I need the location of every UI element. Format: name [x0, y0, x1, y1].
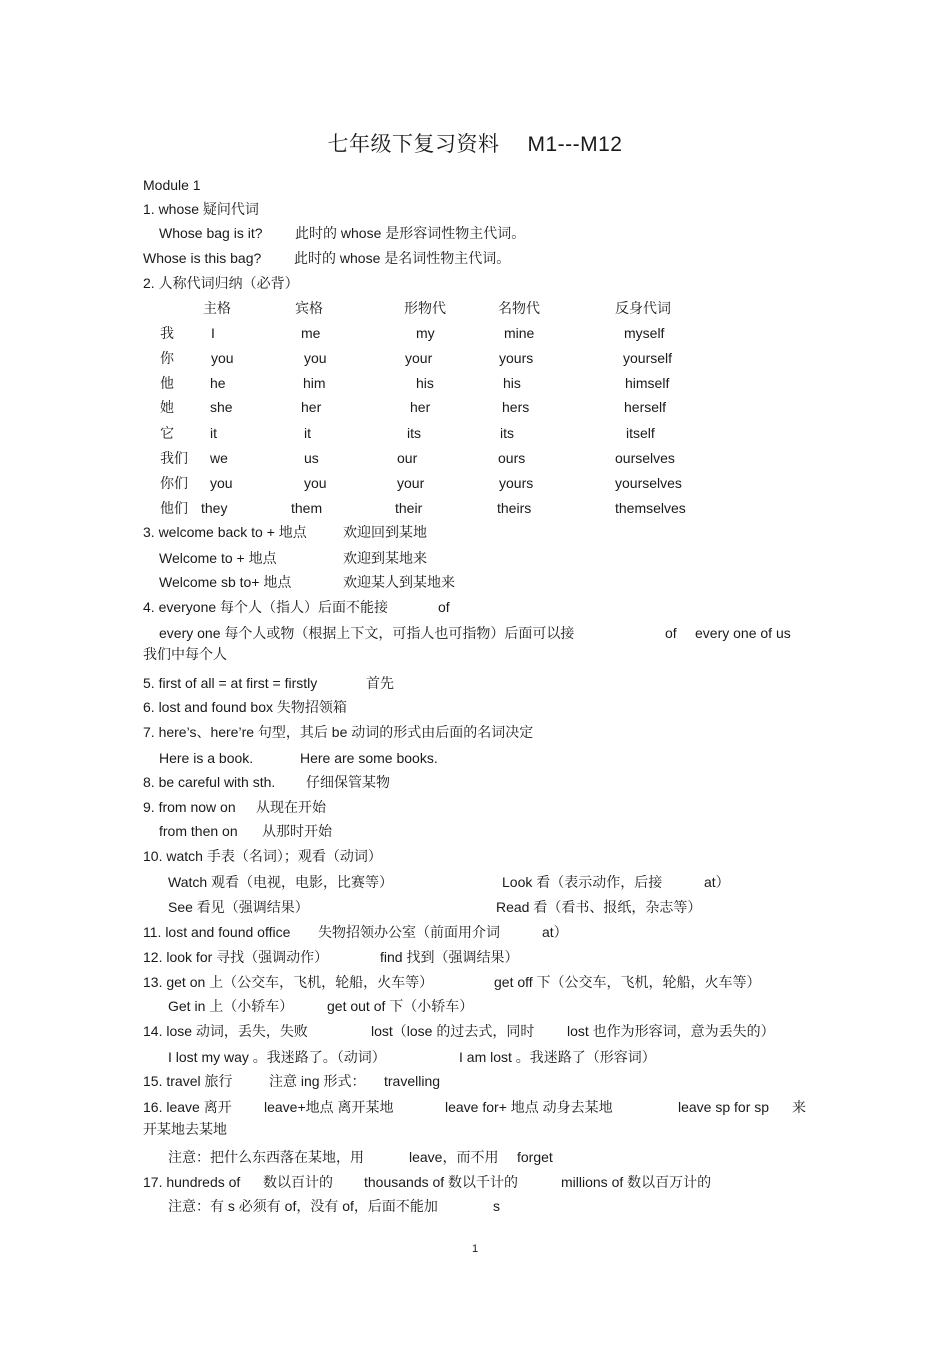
- table-cell: our: [397, 450, 418, 466]
- s12-line-b: find 找到（强调结果）: [380, 949, 519, 965]
- title-main: 七年级下复习资料: [327, 133, 500, 156]
- table-cell: 它: [160, 425, 174, 441]
- s3-line-a: 3. welcome back to + 地点: [143, 524, 307, 540]
- s10-read: Read 看（看书、报纸，杂志等）: [496, 899, 702, 915]
- s11-at: at）: [542, 924, 568, 940]
- s13-line-b: get off 下（公交车，飞机，轮船，火车等）: [494, 974, 761, 990]
- s3-line-b: Welcome to + 地点: [159, 550, 277, 566]
- page-title: [0, 128, 950, 158]
- s2-heading: 2. 人称代词归纳（必背）: [143, 275, 299, 291]
- table-cell: it: [304, 425, 311, 441]
- s7-ex-b: Here are some books.: [300, 750, 438, 766]
- s5-line: 5. first of all = at first = firstly: [143, 675, 318, 691]
- table-cell: me: [301, 325, 321, 341]
- table-cell: we: [210, 450, 228, 466]
- s9-meaning-b: 从那时开始: [262, 823, 332, 839]
- table-cell: its: [407, 425, 421, 441]
- s13-line-a: 13. get on 上（公交车，飞机，轮船，火车等）: [143, 974, 434, 990]
- table-cell: you: [210, 475, 233, 491]
- s14-line-c: lost 也作为形容词，意为丢失的）: [567, 1023, 775, 1039]
- s15-line-b: 注意 ing 形式：: [269, 1073, 366, 1089]
- s17-note-s: s: [493, 1198, 500, 1214]
- s4-line-c: 我们中每个人: [143, 646, 227, 662]
- table-cell: I: [211, 325, 215, 341]
- table-header: 主格: [203, 300, 231, 316]
- s3-meaning-c: 欢迎某人到某地来: [343, 574, 455, 590]
- table-cell: his: [503, 375, 521, 391]
- s16-line-d: leave sp for sp: [678, 1099, 770, 1115]
- s1-note-a: 此时的 whose 是形容词性物主代词。: [295, 225, 526, 241]
- table-cell: mine: [504, 325, 535, 341]
- s15-line-c: travelling: [384, 1073, 441, 1089]
- s4-example: every one of us: [695, 625, 791, 641]
- table-header: 名物代: [498, 300, 540, 316]
- table-cell: their: [395, 500, 423, 516]
- s16-line-b: leave+地点 离开某地: [264, 1099, 394, 1115]
- table-cell: hers: [502, 399, 530, 415]
- s17-meaning-a: 数以百计的: [263, 1174, 333, 1190]
- table-cell: 他们: [160, 500, 188, 516]
- s14-ex-b: I am lost 。我迷路了（形容词）: [459, 1049, 656, 1065]
- table-cell: him: [303, 375, 326, 391]
- s17-note: 注意：有 s 必须有 of，没有 of，后面不能加: [168, 1198, 438, 1214]
- table-cell: 我: [160, 325, 174, 341]
- s10-look: Look 看（表示动作，后接: [502, 874, 663, 890]
- table-cell: you: [304, 475, 327, 491]
- table-cell: her: [301, 399, 322, 415]
- s8-meaning: 仔细保管某物: [306, 774, 390, 790]
- table-cell: its: [500, 425, 514, 441]
- table-cell: it: [210, 425, 217, 441]
- table-cell: them: [291, 500, 323, 516]
- table-cell: you: [211, 350, 234, 366]
- table-cell: he: [210, 375, 226, 391]
- table-cell: 我们: [160, 450, 188, 466]
- s14-ex-a: I lost my way 。我迷路了。（动词）: [168, 1049, 386, 1065]
- table-cell: her: [410, 399, 431, 415]
- table-cell: 你: [160, 350, 174, 366]
- s14-line-a: 14. lose 动词，丢失，失败: [143, 1023, 308, 1039]
- table-cell: herself: [624, 399, 667, 415]
- table-cell: himself: [625, 375, 670, 391]
- s13-line-c: Get in 上（小轿车）: [168, 998, 294, 1014]
- table-cell: itself: [626, 425, 655, 441]
- table-cell: his: [416, 375, 434, 391]
- s16-note-b: leave，而不用: [409, 1149, 499, 1165]
- s10-line-a: 10. watch 手表（名词）；观看（动词）: [143, 848, 382, 864]
- s16-note-a: 注意：把什么东西落在某地，用: [168, 1149, 364, 1165]
- s17-line-a: 17. hundreds of: [143, 1174, 241, 1190]
- table-cell: themselves: [615, 500, 686, 516]
- table-cell: us: [304, 450, 319, 466]
- table-cell: she: [210, 399, 233, 415]
- s12-line-a: 12. look for 寻找（强调动作）: [143, 949, 329, 965]
- s10-look-at: at）: [704, 874, 730, 890]
- page-number: 1: [471, 1243, 479, 1255]
- s10-see: See 看见（强调结果）: [168, 899, 309, 915]
- s16-line-c: leave for+ 地点 动身去某地: [445, 1099, 613, 1115]
- s4-of-a: of: [438, 599, 450, 615]
- s3-meaning-a: 欢迎回到某地: [343, 524, 427, 540]
- table-cell: yourself: [623, 350, 673, 366]
- s16-line-e: 来: [792, 1099, 806, 1115]
- s7-ex-a: Here is a book.: [159, 750, 254, 766]
- s1-ex-b: Whose is this bag?: [143, 250, 262, 266]
- table-cell: my: [416, 325, 435, 341]
- s6-line: 6. lost and found box 失物招领箱: [143, 699, 347, 715]
- s4-of-b: of: [665, 625, 677, 641]
- table-cell: yours: [499, 475, 534, 491]
- s9-line-b: from then on: [159, 823, 238, 839]
- s10-watch: Watch 观看（电视，电影，比赛等）: [168, 874, 394, 890]
- table-cell: theirs: [497, 500, 532, 516]
- s3-meaning-b: 欢迎到某地来: [343, 550, 427, 566]
- table-cell: your: [397, 475, 425, 491]
- table-cell: 她: [160, 399, 174, 415]
- s13-line-d: get out of 下（小轿车）: [327, 998, 474, 1014]
- table-header: 形物代: [404, 300, 446, 316]
- title-code: M1---M12: [527, 133, 623, 156]
- table-cell: myself: [624, 325, 665, 341]
- s5-meaning: 首先: [366, 675, 394, 691]
- module-heading: Module 1: [143, 177, 201, 193]
- table-header: 宾格: [295, 300, 323, 316]
- s9-line-a: 9. from now on: [143, 799, 236, 815]
- table-cell: ours: [498, 450, 526, 466]
- s1-heading: 1. whose 疑问代词: [143, 201, 259, 217]
- s1-note-b: 此时的 whose 是名词性物主代词。: [294, 250, 511, 266]
- s16-line-a: 16. leave 离开: [143, 1099, 232, 1115]
- table-cell: they: [201, 500, 228, 516]
- s7-line: 7. here’s、here’re 句型，其后 be 动词的形式由后面的名词决定: [143, 724, 534, 740]
- s15-line-a: 15. travel 旅行: [143, 1073, 233, 1089]
- s1-ex-a: Whose bag is it?: [159, 225, 263, 241]
- s9-meaning-a: 从现在开始: [256, 799, 326, 815]
- s3-line-c: Welcome sb to+ 地点: [159, 574, 292, 590]
- s8-line: 8. be careful with sth.: [143, 774, 276, 790]
- s16-line-f: 开某地去某地: [143, 1121, 227, 1137]
- s17-line-c: millions of 数以百万计的: [561, 1174, 712, 1190]
- s14-line-b: lost（lose 的过去式，同时: [371, 1023, 535, 1039]
- s17-line-b: thousands of 数以千计的: [364, 1174, 519, 1190]
- table-cell: yours: [499, 350, 534, 366]
- table-cell: yourselves: [615, 475, 682, 491]
- s11-line: 11. lost and found office: [143, 924, 291, 940]
- s4-line-b: every one 每个人或物（根据上下文，可指人也可指物）后面可以接: [159, 625, 575, 641]
- table-cell: ourselves: [615, 450, 675, 466]
- table-cell: your: [405, 350, 433, 366]
- table-cell: 他: [160, 375, 174, 391]
- table-cell: 你们: [160, 475, 188, 491]
- s4-line-a: 4. everyone 每个人（指人）后面不能接: [143, 599, 389, 615]
- table-cell: you: [304, 350, 327, 366]
- table-header: 反身代词: [615, 300, 671, 316]
- s16-note-c: forget: [517, 1149, 553, 1165]
- s11-meaning: 失物招领办公室（前面用介词: [318, 924, 500, 940]
